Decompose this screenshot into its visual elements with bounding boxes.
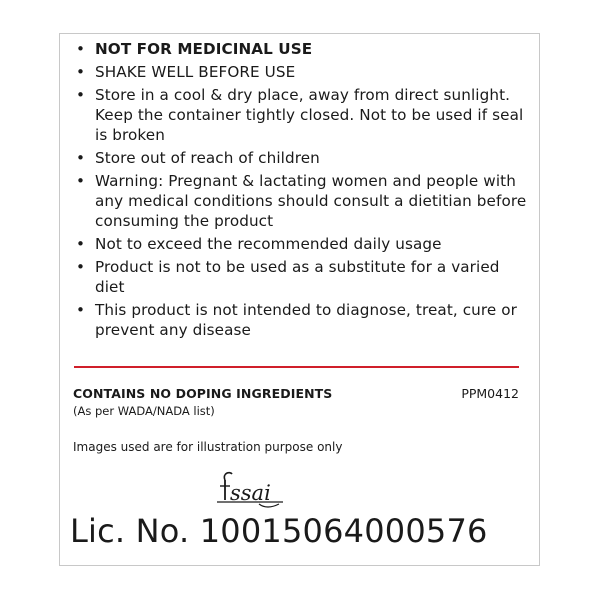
list-item-text: SHAKE WELL BEFORE USE (95, 63, 296, 81)
red-divider (74, 366, 519, 368)
svg-text:ssai: ssai (230, 481, 271, 505)
list-item (75, 148, 530, 168)
fssai-logo-icon (213, 470, 295, 512)
product-label-panel (59, 33, 540, 566)
list-item-text: Store in a cool & dry place, away from direct sunlight. Keep the container tightly closed. Not to be used if seal is broken (95, 86, 524, 144)
list-item-text: Store out of reach of children (95, 149, 320, 167)
list-item (75, 300, 530, 340)
bullet-icon: • (76, 172, 86, 190)
list-item-text: Not to exceed the recommended daily usage (95, 235, 442, 253)
warning-list (75, 39, 530, 343)
list-item (75, 85, 530, 145)
bullet-icon: • (76, 301, 86, 319)
doping-statement: CONTAINS NO DOPING INGREDIENTS (73, 386, 333, 401)
bullet-icon: • (76, 63, 86, 81)
bullet-icon: • (76, 258, 86, 276)
illustration-disclaimer: Images used are for illustration purpose only (73, 440, 343, 454)
product-code: PPM0412 (461, 386, 519, 401)
list-item-text: This product is not intended to diagnose, treat, cure or prevent any disease (95, 301, 518, 339)
list-item-text: Warning: Pregnant & lactating women and people with any medical conditions should consult a dietitian before consuming the product (95, 172, 527, 230)
list-item-text: NOT FOR MEDICINAL USE (95, 40, 313, 58)
list-item (75, 62, 530, 82)
list-item-text: Product is not to be used as a substitute for a varied diet (95, 258, 500, 296)
list-item (75, 234, 530, 254)
bullet-icon: • (76, 86, 86, 104)
bullet-icon: • (76, 235, 86, 253)
wada-note: (As per WADA/NADA list) (73, 404, 215, 418)
list-item (75, 171, 530, 231)
list-item (75, 39, 530, 59)
license-number: Lic. No. 10015064000576 (70, 512, 488, 550)
bullet-icon: • (76, 149, 86, 167)
list-item (75, 257, 530, 297)
bullet-icon: • (76, 40, 86, 58)
